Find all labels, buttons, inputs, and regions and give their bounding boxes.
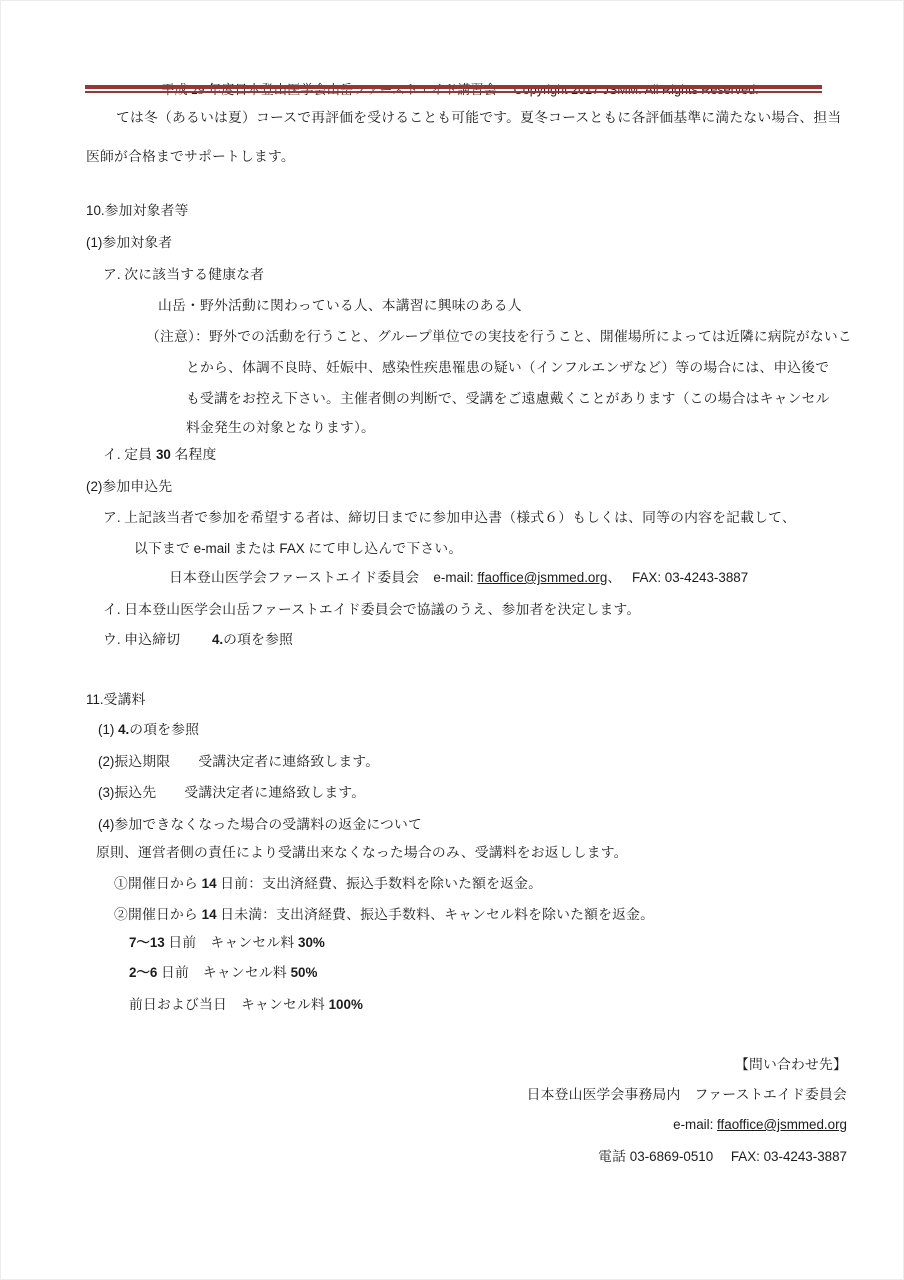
continuation-paragraph-line-1: [116, 108, 841, 128]
text-run: (1): [86, 235, 103, 250]
cancel-fee-7-13-days: [129, 933, 325, 953]
text-run: 11.: [86, 692, 104, 707]
item-11-1: [98, 720, 199, 740]
text-run: FAX: [279, 541, 305, 556]
text-run: 4.: [118, 722, 130, 737]
item-10-1-b-capacity: [103, 445, 217, 465]
section-11-heading: [86, 690, 146, 710]
item-10-2-b: [103, 600, 640, 620]
text-run: も受講をお控え下さい。主催者側の判断で、受講をご遠慮戴くことがあります（この場合はキャンセル: [186, 391, 830, 406]
text-run: 【問い合わせ先】: [735, 1057, 847, 1072]
text-run: (2): [86, 479, 103, 494]
text-run: 前日および当日 キャンセル料: [129, 997, 329, 1012]
text-run: 10.: [86, 203, 105, 218]
text-run: [713, 1149, 731, 1164]
text-run: ②開催日から: [114, 907, 202, 922]
item-10-1-note-line-1: [146, 327, 852, 347]
section-10-heading: [86, 201, 189, 221]
text-run: 医師が合格までサポートします。: [86, 149, 295, 164]
text-run: 4.: [211, 632, 224, 647]
text-run: 電話: [598, 1149, 630, 1164]
text-run: e-mail:: [673, 1117, 718, 1132]
text-run: にて申し込んで下さい。: [304, 541, 463, 556]
text-run: 14: [201, 907, 217, 922]
text-run: の項を参照: [223, 632, 294, 647]
inquiry-organization: [527, 1085, 847, 1105]
text-run: イ. 日本登山医学会山岳ファーストエイド委員会で協議のうえ、参加者を決定します。: [103, 602, 641, 617]
item-11-4-refund-heading: [98, 815, 422, 835]
cancel-fee-2-6-days: [129, 963, 317, 983]
inquiry-email-line: [673, 1115, 847, 1135]
text-run: 振込期限 受講決定者に連絡致します。: [114, 754, 380, 769]
text-run: 以下まで: [134, 541, 194, 556]
item-10-1-a: [103, 265, 264, 285]
text-run: とから、体調不良時、妊娠中、感染性疾患罹患の疑い（インフルエンザなど）等の場合には、申込後で: [186, 360, 830, 375]
page-header-copyright: Copyright 2017 JSMM. All Rights Reserved.: [513, 83, 759, 97]
text-run: 参加対象者等: [104, 203, 189, 218]
text-run: ア. 上記該当者で参加を希望する者は、締切日までに参加申込書（様式６）もしくは、同等の内容を記載して、: [103, 510, 796, 525]
page-header-title: 平成 29 年度日本登山医学会山岳ファーストエイド講習会: [161, 82, 498, 97]
item-10-2-a-line-1: [103, 508, 796, 528]
text-run: ①開催日から: [114, 876, 202, 891]
text-run: 日本登山医学会ファーストエイド委員会: [169, 570, 434, 585]
text-run: イ. 定員: [103, 447, 156, 462]
text-run: （注意）：野外での活動を行うこと、グループ単位での実技を行うこと、開催場所によっては近隣に病院がないこ: [146, 329, 852, 344]
text-run: 日前 キャンセル料: [157, 965, 291, 980]
header-rule: [85, 85, 822, 93]
inquiry-phone-fax-line: [598, 1147, 847, 1167]
text-run: 30: [155, 447, 171, 462]
text-run: 日未満：支出済経費、振込手数料、キャンセル料を除いた額を返金。: [216, 907, 655, 922]
text-run: 山岳・野外活動に関わっている人、本講習に興味のある人: [158, 298, 522, 313]
item-10-1-a-detail: [158, 296, 522, 316]
inquiry-heading: [735, 1055, 847, 1075]
text-run: 50%: [290, 965, 318, 980]
item-11-3-payment-destination: [98, 783, 365, 803]
text-run: 参加申込先: [102, 479, 173, 494]
item-10-1-heading: [86, 233, 172, 253]
text-run: ア. 次に該当する健康な者: [103, 267, 265, 282]
text-run: e-mail:: [433, 570, 478, 585]
refund-rule-1: [114, 874, 542, 894]
text-run: 参加対象者: [102, 235, 173, 250]
text-run: ては冬（あるいは夏）コースで再評価を受けることも可能です。夏冬コースともに各評価基準に満たない場合、担当: [116, 110, 842, 125]
text-run: 日前：支出済経費、振込手数料を除いた額を返金。: [216, 876, 543, 891]
text-run: (4): [98, 817, 115, 832]
text-run: 2～6: [129, 965, 158, 980]
text-run: 14: [201, 876, 217, 891]
text-run: FAX: 03-4243-3887: [632, 570, 749, 585]
text-run: (3): [98, 785, 115, 800]
text-run: 参加できなくなった場合の受講料の返金について: [114, 817, 423, 832]
text-run: 原則、運営者側の責任により受講出来なくなった場合のみ、受講料をお返しします。: [96, 845, 628, 860]
text-run: (2): [98, 754, 115, 769]
item-10-2-c-deadline: [103, 630, 293, 650]
text-run: 日本登山医学会事務局内 ファーストエイド委員会: [526, 1087, 847, 1102]
item-10-1-note-line-2: [186, 358, 829, 378]
continuation-paragraph-line-2: [86, 147, 295, 167]
item-10-1-note-line-4: [186, 418, 375, 438]
text-run: 料金発生の対象となります）。: [186, 420, 376, 435]
item-11-2-payment-deadline: [98, 752, 379, 772]
text-run: 日前 キャンセル料: [164, 935, 299, 950]
refund-rule-2: [114, 905, 654, 925]
text-run: 、: [607, 570, 633, 585]
text-run: 受講料: [103, 692, 146, 707]
text-run: 03-6869-0510: [629, 1149, 714, 1164]
text-run: 30%: [298, 935, 325, 950]
item-10-2-heading: [86, 477, 172, 497]
inquiry-email-link[interactable]: ffaoffice@jsmmed.org: [717, 1117, 847, 1132]
text-run: 100%: [328, 997, 363, 1012]
application-email-link[interactable]: ffaoffice@jsmmed.org: [477, 570, 608, 585]
text-run: 振込先 受講決定者に連絡致します。: [114, 785, 366, 800]
text-run: ウ. 申込締切: [103, 632, 212, 647]
text-run: FAX: 03-4243-3887: [730, 1149, 847, 1164]
text-run: 名程度: [170, 447, 217, 462]
text-run: または: [230, 541, 280, 556]
text-run: の項を参照: [129, 722, 200, 737]
cancel-fee-same-day: [129, 995, 363, 1015]
refund-principle-line: [96, 843, 628, 863]
item-10-2-a-line-2: [134, 539, 462, 559]
text-run: 7～13: [129, 935, 165, 950]
text-run: e-mail: [193, 541, 231, 556]
application-contact-line: [169, 568, 748, 588]
item-10-1-note-line-3: [186, 389, 830, 409]
text-run: (1): [98, 722, 119, 737]
